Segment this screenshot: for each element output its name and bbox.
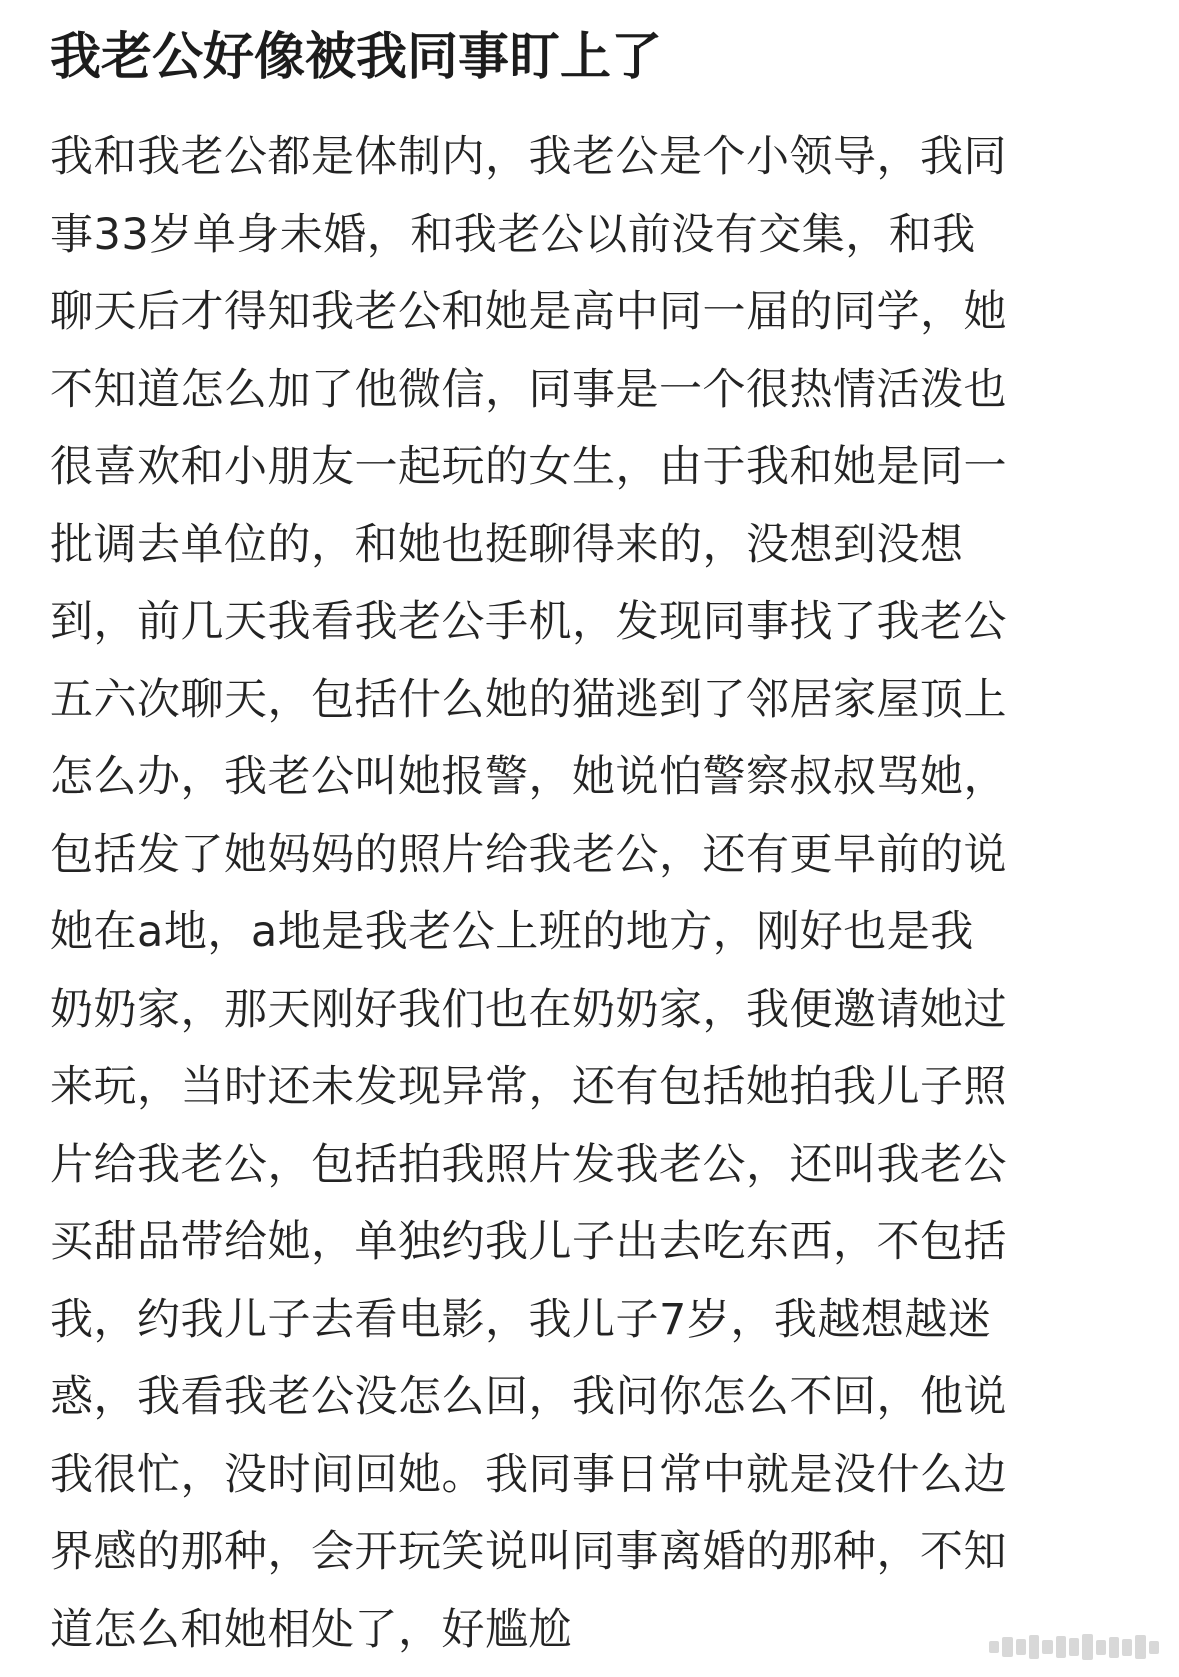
body-line: 我，约我儿子去看电影，我儿子7岁，我越想越迷 xyxy=(50,1294,992,1345)
body-line: 事33岁单身未婚，和我老公以前没有交集，和我 xyxy=(50,209,976,260)
watermark-bar xyxy=(1016,1639,1026,1655)
watermark-bar xyxy=(1002,1637,1012,1657)
body-line: 来玩，当时还未发现异常，还有包括她拍我儿子照 xyxy=(50,1062,1007,1112)
body-line: 界感的那种，会开玩笑说叫同事离婚的那种，不知 xyxy=(50,1527,1007,1577)
post-title: 我老公好像被我同事盯上了 xyxy=(50,28,663,87)
watermark-bar xyxy=(1109,1637,1119,1658)
body-line: 五六次聊天，包括什么她的猫逃到了邻居家屋顶上 xyxy=(50,674,1007,725)
watermark-bar xyxy=(1056,1636,1066,1658)
body-line: 不知道怎么加了他微信，同事是一个很热情活泼也 xyxy=(50,364,1007,415)
body-line: 片给我老公，包括拍我照片发我老公，还叫我老公 xyxy=(50,1139,1007,1190)
watermark-bar xyxy=(989,1641,999,1653)
body-line: 道怎么和她相处了，好尴尬 xyxy=(50,1604,572,1655)
body-line: 聊天后才得知我老公和她是高中同一届的同学，她 xyxy=(50,287,1007,337)
body-line: 她在a地，a地是我老公上班的地方，刚好也是我 xyxy=(50,907,974,957)
watermark-bar xyxy=(1122,1639,1132,1656)
watermark-bar xyxy=(1149,1641,1159,1654)
watermark-bar xyxy=(1029,1635,1039,1659)
watermark-logo xyxy=(989,1633,1159,1661)
post-body xyxy=(50,119,1140,1669)
body-line: 买甜品带给她，单独约我儿子出去吃东西，不包括 xyxy=(50,1217,1007,1267)
body-line: 批调去单位的，和她也挺聊得来的，没想到没想 xyxy=(50,519,964,570)
body-line: 包括发了她妈妈的照片给我老公，还有更早前的说 xyxy=(50,829,1007,880)
body-line: 我和我老公都是体制内，我老公是个小领导，我同 xyxy=(50,132,1007,182)
watermark-bar xyxy=(1042,1640,1052,1654)
body-line: 我很忙，没时间回她。我同事日常中就是没什么边 xyxy=(50,1449,1007,1500)
body-line: 怎么办，我老公叫她报警，她说怕警察叔叔骂她， xyxy=(50,752,1007,802)
body-line: 惑，我看我老公没怎么回，我问你怎么不回，他说 xyxy=(50,1372,1007,1422)
body-line: 奶奶家，那天刚好我们也在奶奶家，我便邀请她过 xyxy=(50,984,1007,1035)
body-line: 很喜欢和小朋友一起玩的女生，由于我和她是同一 xyxy=(50,442,1007,492)
watermark-bar xyxy=(1096,1640,1106,1655)
body-line: 到，前几天我看我老公手机，发现同事找了我老公 xyxy=(50,597,1007,647)
watermark-bar xyxy=(1069,1638,1079,1656)
watermark-bar xyxy=(1082,1634,1092,1660)
watermark-bar xyxy=(1135,1635,1145,1659)
